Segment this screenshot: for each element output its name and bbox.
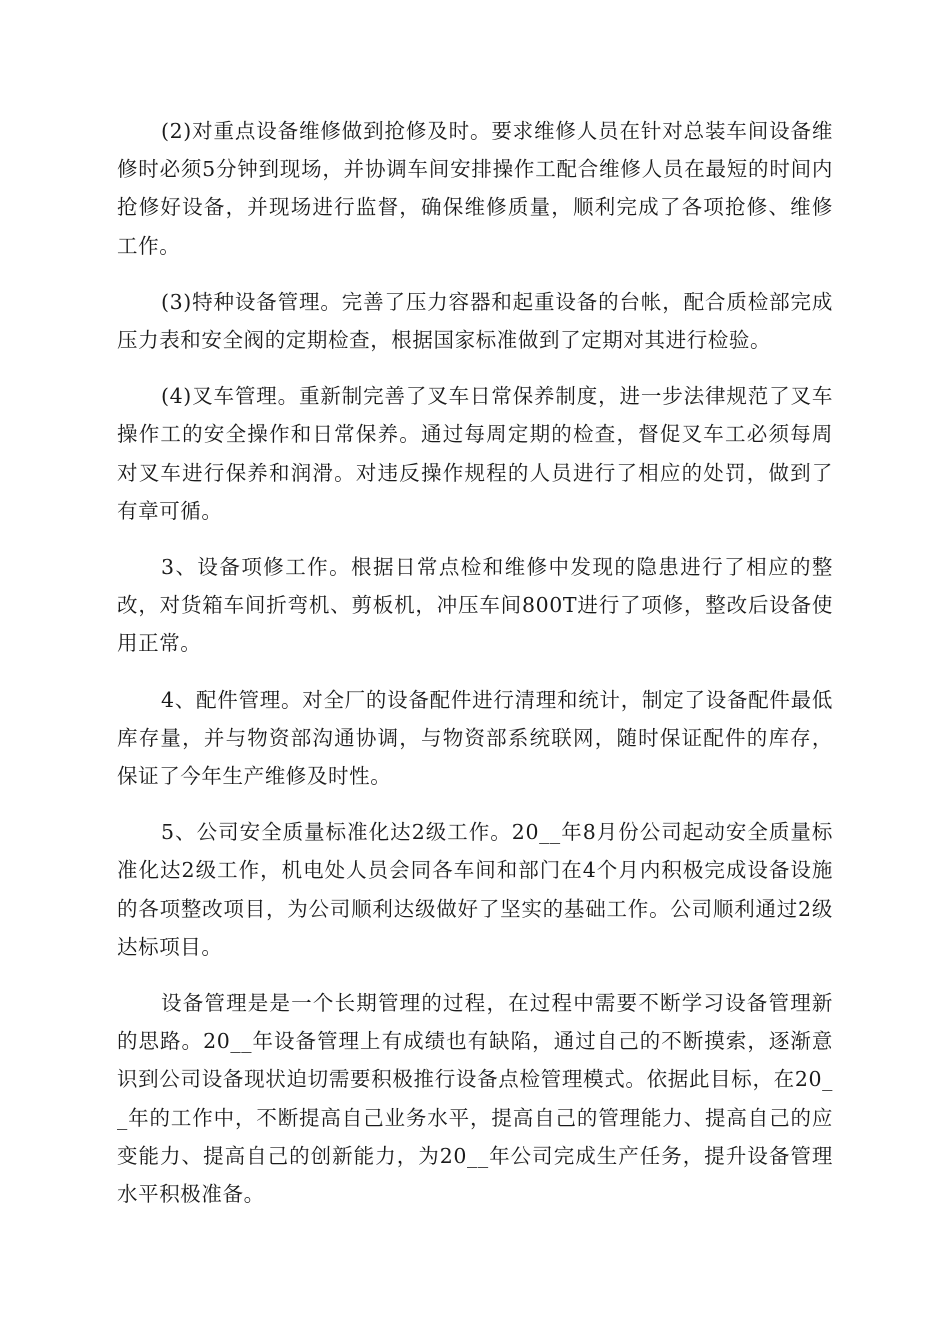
paragraph-equipment-overhaul: 3、设备项修工作。根据日常点检和维修中发现的隐患进行了相应的整改，对货箱车间折弯机、剪板机，冲压车间800T进行了项修，整改后设备使用正常。 xyxy=(117,555,833,656)
paragraph-forklift-management: (4)叉车管理。重新制完善了叉车日常保养制度，进一步法律规范了叉车操作工的安全操作和日常保养。通过每周定期的检查，督促叉车工必须每周对叉车进行保养和润滑。对违反操作规程的人员进行了相应的处罚，做到了有章可循。 xyxy=(117,384,833,523)
paragraph-safety-standardization: 5、公司安全质量标准化达2级工作。20__年8月份公司起动安全质量标准化达2级工作，机电处人员会同各车间和部门在4个月内积极完成设备设施的各项整改项目，为公司顺利达级做好了坚实的基础工作。公司顺利通过2级达标项目。 xyxy=(117,820,833,959)
document-body xyxy=(117,112,833,1231)
paragraph-summary: 设备管理是是一个长期管理的过程，在过程中需要不断学习设备管理新的思路。20__年设备管理上有成绩也有缺陷，通过自己的不断摸索，逐渐意识到公司设备现状迫切需要积极推行设备点检管理模式。依据此目标，在20__年的工作中，不断提高自己业务水平，提高自己的管理能力、提高自己的应变能力、提高自己的创新能力，为20__年公司完成生产任务，提升设备管理水平积极准备。 xyxy=(117,991,833,1207)
paragraph-special-equipment: (3)特种设备管理。完善了压力容器和起重设备的台帐，配合质检部完成压力表和安全阀的定期检查，根据国家标准做到了定期对其进行检验。 xyxy=(117,289,833,353)
paragraph-key-equipment-repair: (2)对重点设备维修做到抢修及时。要求维修人员在针对总装车间设备维修时必须5分钟到现场，并协调车间安排操作工配合维修人员在最短的时间内抢修好设备，并现场进行监督，确保维修质量，顺利完成了各项抢修、维修工作。 xyxy=(117,119,833,258)
paragraph-spare-parts: 4、配件管理。对全厂的设备配件进行清理和统计，制定了设备配件最低库存量，并与物资部沟通协调，与物资部系统联网，随时保证配件的库存，保证了今年生产维修及时性。 xyxy=(117,687,833,789)
